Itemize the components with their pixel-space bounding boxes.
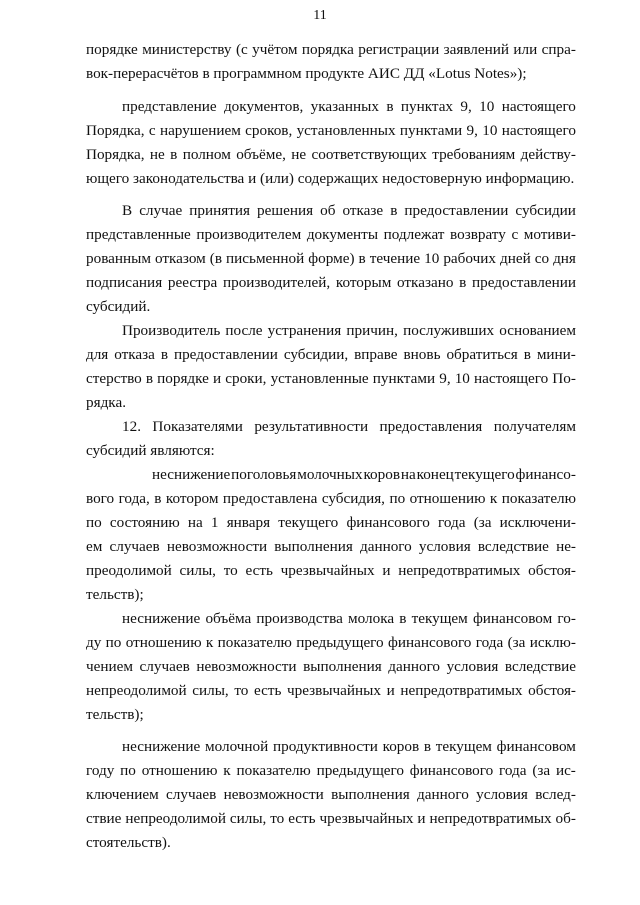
- text-line: ду по отношению к показателю предыдущего финансового года (за исклю-: [86, 634, 576, 651]
- page-number: 11: [313, 8, 327, 23]
- text-line: представление документов, указанных в пунктах 9, 10 настоящего: [122, 98, 576, 115]
- text-line: рядка.: [86, 394, 126, 411]
- text-line: преодолимой силы, то есть чрезвычайных и непредотвратимых обстоя-: [86, 562, 576, 579]
- text-line: неснижение молочной продуктивности коров в текущем финансовом: [122, 738, 576, 755]
- text-line: Производитель после устранения причин, послуживших основанием: [122, 322, 576, 339]
- text-line: вого года, в котором предоставлена субсидия, по отношению к показателю: [86, 490, 576, 507]
- text-line: стерство в порядке и сроки, установленные пунктами 9, 10 настоящего По-: [86, 370, 576, 387]
- text-line: тельств);: [86, 706, 144, 723]
- text-line: ствие непреодолимой силы, то есть чрезвычайных и непредотвратимых об-: [86, 810, 576, 827]
- text-line: для отказа в предоставлении субсидии, вправе вновь обратиться в мини-: [86, 346, 576, 363]
- text-line: ключением случаев невозможности выполнения данного условия вслед-: [86, 786, 576, 803]
- text-line: Порядка, не в полном объёме, не соответствующих требованиям действу-: [86, 146, 576, 163]
- text-line: Порядка, с нарушением сроков, установленных пунктами 9, 10 настоящего: [86, 122, 576, 139]
- text-line: подписания реестра производителей, которым отказано в предоставлении: [86, 274, 576, 291]
- text-line: представленные производителем документы подлежат возврату с мотиви-: [86, 226, 576, 243]
- text-line: непреодолимой силы, то есть чрезвычайных и непредотвратимых обстоя-: [86, 682, 576, 699]
- text-line: году по отношению к показателю предыдущего финансового года (за ис-: [86, 762, 576, 779]
- text-line: вок-перерасчётов в программном продукте АИС ДД «Lotus Notes»);: [86, 65, 527, 82]
- text-line: неснижение поголовья молочных коров на конец текущего финансо-: [152, 466, 576, 483]
- text-line: тельств);: [86, 586, 144, 603]
- text-line: по состоянию на 1 января текущего финансового года (за исключени-: [86, 514, 576, 531]
- text-line: ющего законодательства и (или) содержащих недостоверную информацию.: [86, 170, 575, 187]
- text-line: порядке министерству (с учётом порядка регистрации заявлений или спра-: [86, 41, 576, 58]
- text-line: В случае принятия решения об отказе в предоставлении субсидии: [122, 202, 576, 219]
- text-line: стоятельств).: [86, 834, 171, 851]
- text-line: субсидий.: [86, 298, 151, 315]
- text-line: 12. Показателями результативности предоставления получателям: [122, 418, 576, 435]
- text-line: неснижение объёма производства молока в текущем финансовом го-: [122, 610, 576, 627]
- text-line: рованным отказом (в письменной форме) в течение 10 рабочих дней со дня: [86, 250, 576, 267]
- text-line: чением случаев невозможности выполнения данного условия вследствие: [86, 658, 576, 675]
- text-line: субсидий являются:: [86, 442, 215, 459]
- text-line: ем случаев невозможности выполнения данного условия вследствие не-: [86, 538, 576, 555]
